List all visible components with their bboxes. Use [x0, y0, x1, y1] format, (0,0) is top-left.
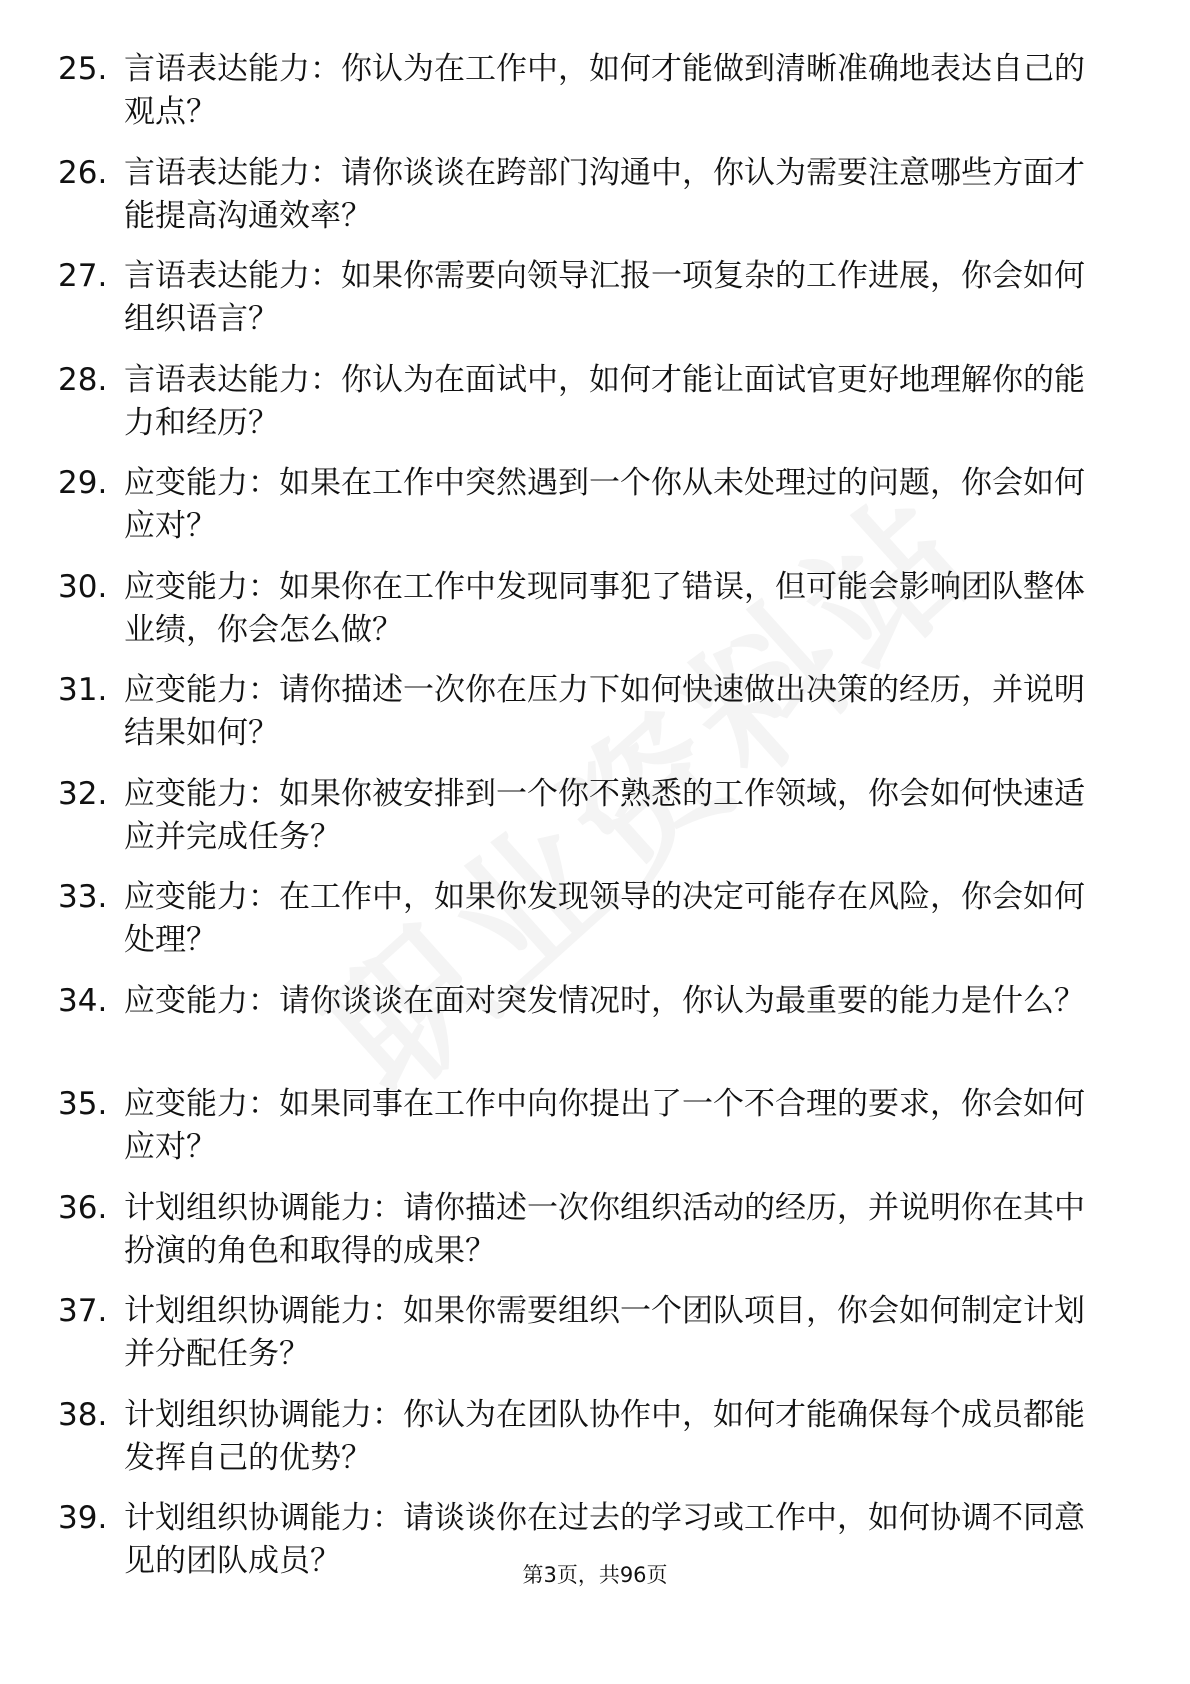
list-item	[58, 1394, 1108, 1498]
item-text: 计划组织协调能力：如果你需要组织一个团队项目，你会如何制定计划并分配任务？	[124, 1293, 1085, 1372]
item-number: 33.	[58, 879, 108, 915]
list-item	[58, 48, 1108, 152]
item-number: 29.	[58, 465, 108, 501]
item-number: 36.	[58, 1189, 108, 1226]
page-footer: 第3页，共96页	[522, 1563, 668, 1587]
item-number: 26.	[58, 154, 108, 191]
list-item	[58, 566, 1108, 670]
item-text: 应变能力：请你谈谈在面对突发情况时，你认为最重要的能力是什么？	[124, 982, 1085, 1019]
item-text: 计划组织协调能力：你认为在团队协作中，如何才能确保每个成员都能发挥自己的优势？	[124, 1396, 1085, 1476]
list-item	[58, 773, 1108, 877]
list-item	[58, 1083, 1108, 1187]
item-number: 28.	[58, 361, 108, 398]
item-text: 言语表达能力：你认为在面试中，如何才能让面试官更好地理解你的能力和经历？	[124, 361, 1085, 441]
item-text: 言语表达能力：如果你需要向领导汇报一项复杂的工作进展，你会如何组织语言？	[124, 258, 1085, 337]
item-number: 25.	[58, 51, 108, 87]
item-number: 27.	[58, 258, 108, 294]
item-text: 言语表达能力：请你谈谈在跨部门沟通中，你认为需要注意哪些方面才能提高沟通效率？	[124, 154, 1085, 234]
item-text: 应变能力：在工作中，如果你发现领导的决定可能存在风险，你会如何处理？	[124, 879, 1085, 958]
item-text: 应变能力：请你描述一次你在压力下如何快速做出决策的经历，并说明结果如何？	[124, 672, 1085, 751]
item-text: 应变能力：如果同事在工作中向你提出了一个不合理的要求，你会如何应对？	[124, 1086, 1085, 1165]
list-item	[58, 980, 1108, 1084]
list-item	[58, 1290, 1108, 1394]
item-number: 32.	[58, 775, 108, 812]
question-list	[58, 48, 1108, 1601]
item-text: 应变能力：如果在工作中突然遇到一个你从未处理过的问题，你会如何应对？	[124, 465, 1085, 544]
list-item	[58, 1187, 1108, 1291]
list-item	[58, 255, 1108, 359]
item-number: 39.	[58, 1500, 108, 1536]
list-item	[58, 152, 1108, 256]
item-number: 34.	[58, 982, 108, 1019]
item-text: 言语表达能力：你认为在工作中，如何才能做到清晰准确地表达自己的观点？	[124, 51, 1085, 130]
item-number: 38.	[58, 1396, 108, 1433]
item-text: 计划组织协调能力：请谈谈你在过去的学习或工作中，如何协调不同意见的团队成员？	[124, 1500, 1085, 1579]
item-text: 应变能力：如果你被安排到一个你不熟悉的工作领域，你会如何快速适应并完成任务？	[124, 775, 1085, 855]
item-text: 应变能力：如果你在工作中发现同事犯了错误，但可能会影响团队整体业绩，你会怎么做？	[124, 568, 1085, 648]
list-item	[58, 462, 1108, 566]
list-item	[58, 669, 1108, 773]
item-number: 31.	[58, 672, 108, 708]
item-number: 35.	[58, 1086, 108, 1122]
item-number: 37.	[58, 1293, 108, 1329]
item-text: 计划组织协调能力：请你描述一次你组织活动的经历，并说明你在其中扮演的角色和取得的成果？	[124, 1189, 1085, 1269]
list-item	[58, 359, 1108, 463]
list-item	[58, 876, 1108, 980]
item-number: 30.	[58, 568, 108, 605]
